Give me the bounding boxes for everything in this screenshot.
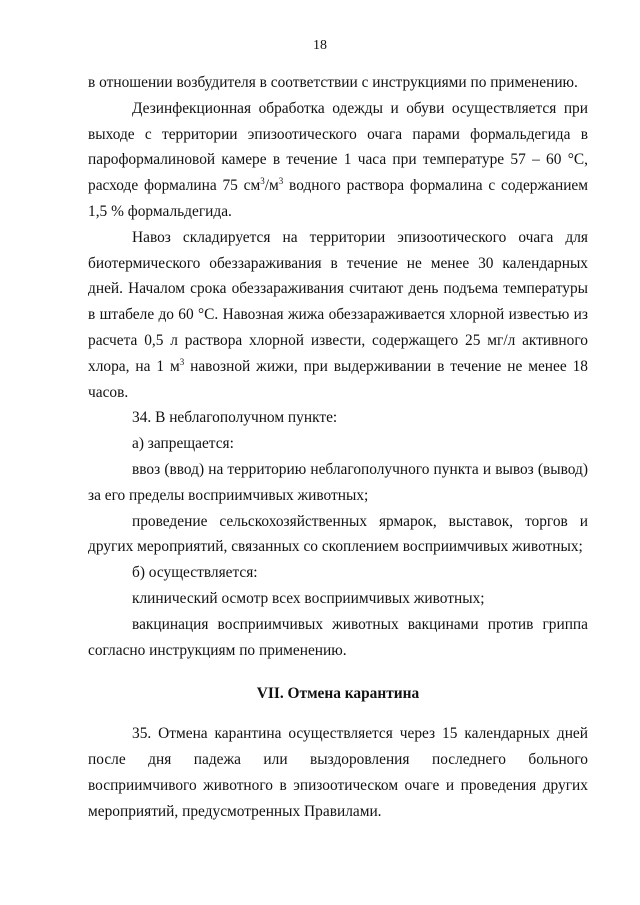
paragraph: проведение сельскохозяйственных ярмарок, выставок, торгов и других мероприятий, связанных со скоплением восприимчивых животных; (88, 512, 588, 556)
paragraph: ввоз (ввод) на территорию неблагополучного пункта и вывоз (вывод) за его пределы восприимчивых животных; (88, 460, 588, 504)
paragraph-subitem-b: б) осуществляется: (132, 564, 258, 582)
page-number: 18 (313, 38, 327, 53)
paragraph-text: навозной жижи, при выдерживании в течение не менее 18 часов. (88, 357, 588, 401)
paragraph-disinfection-clothing (88, 96, 588, 225)
paragraph: вакцинация восприимчивых животных вакцинами против гриппа согласно инструкциям по применению. (88, 615, 588, 659)
paragraph: клинический осмотр всех восприимчивых животных; (132, 589, 485, 607)
paragraph-manure (88, 225, 588, 406)
paragraph-item-34: 34. В неблагополучном пункте: (132, 409, 338, 427)
paragraph-text: водного раствора формалина с содержанием 1,5 % формальдегида. (88, 177, 589, 220)
paragraph-text: Навоз складируется на территории эпизоотического очага для биотермического обеззараживания в течение не менее 30 календарных дней. Началом срока обеззараживания считают день подъема температуры в штабеле до 60 °С. Навозная жижа обеззараживается хлорной известью из расчета 0,5 л раствора хлорной извести, содержащего 25 мг/л активного хлора, на 1 м (88, 228, 588, 375)
paragraph-text: /м (264, 177, 279, 195)
paragraph-item-35: 35. Отмена карантина осуществляется через 15 календарных дней после дня падежа или выздоровления последнего больного восприимчивого животного в эпизоотическом очаге и проведения других мероприятий, предусмотренных Правилами. (88, 725, 588, 820)
section-heading: VII. Отмена карантина (256, 685, 420, 703)
superscript: 3 (179, 356, 185, 367)
superscript: 3 (260, 176, 265, 187)
paragraph-subitem-a: а) запрещается: (132, 435, 234, 453)
document-body (88, 70, 588, 824)
paragraph-text: Дезинфекционная обработка одежды и обуви осуществляется при выходе с территории эпизоотического очага парами формальдегида в пароформалиновой камере в течение 1 часа при температуре 57 – 60 °С, расходе формалина 75 см (88, 99, 588, 195)
paragraph: в отношении возбудителя в соответствии с инструкциями по применению. (88, 74, 578, 91)
superscript: 3 (278, 176, 284, 187)
